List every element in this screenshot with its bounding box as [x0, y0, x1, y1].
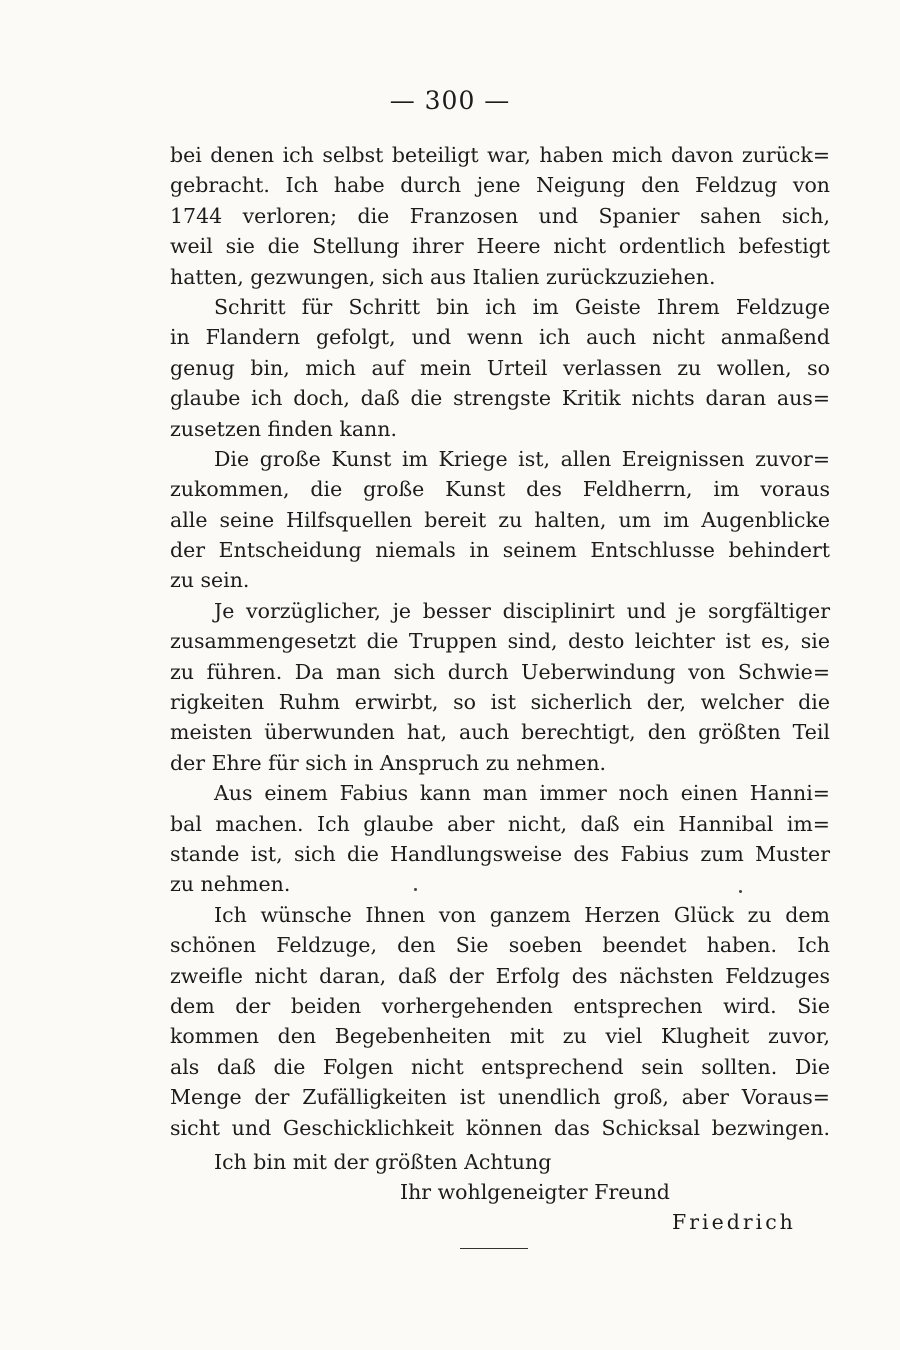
- text-line: Schritt für Schritt bin ich im Geiste Ihrem Feldzuge: [214, 294, 830, 319]
- text-line: glaube ich doch, daß die strengste Kritik nichts daran aus=: [170, 386, 830, 411]
- print-speck: [739, 890, 742, 893]
- text-line: zu sein.: [170, 568, 250, 593]
- text-line: bei denen ich selbst beteiligt war, haben mich davon zurück=: [170, 143, 830, 167]
- text-line: rigkeiten Ruhm erwirbt, so ist sicherlich der, welcher die: [170, 690, 830, 715]
- text-line: schönen Feldzuge, den Sie soeben beendet haben. Ich: [170, 933, 830, 958]
- text-line: stande ist, sich die Handlungsweise des Fabius zum Muster: [170, 841, 830, 866]
- text-line: der Entscheidung niemals in seinem Entschlusse behindert: [170, 538, 830, 563]
- text-line: alle seine Hilfsquellen bereit zu halten, um im Augenblicke: [170, 507, 830, 532]
- text-line: zusammengesetzt die Truppen sind, desto leichter ist es, sie: [170, 629, 830, 654]
- print-speck: [414, 888, 417, 891]
- page-number: — 300 —: [389, 86, 511, 115]
- paragraph-5: [170, 778, 830, 900]
- text-line: bal machen. Ich glaube aber nicht, daß ein Hannibal im=: [170, 811, 830, 836]
- text-line: kommen den Begebenheiten mit zu viel Klugheit zuvor,: [170, 1024, 830, 1049]
- text-line: Aus einem Fabius kann man immer noch einen Hanni=: [214, 781, 830, 806]
- paragraph-2: [170, 292, 830, 444]
- text-line: Menge der Zufälligkeiten ist unendlich groß, aber Voraus=: [170, 1085, 830, 1110]
- text-line: in Flandern gefolgt, und wenn ich auch nicht anmaßend: [170, 325, 830, 350]
- text-line: Die große Kunst im Kriege ist, allen Ereignissen zuvor=: [214, 446, 830, 471]
- closing-complimentary: Ihr wohlgeneigter Freund: [400, 1180, 670, 1204]
- letter-body: [170, 140, 830, 1143]
- text-line: 1744 verloren; die Franzosen und Spanier sahen sich,: [170, 203, 830, 228]
- text-line: weil sie die Stellung ihrer Heere nicht ordentlich befestigt: [170, 234, 830, 259]
- text-line: genug bin, mich auf mein Urteil verlassen zu wollen, so: [170, 355, 830, 380]
- text-line: zu nehmen.: [170, 872, 291, 897]
- closing-salutation: Ich bin mit der größten Achtung: [214, 1150, 552, 1174]
- text-line: zu führen. Da man sich durch Ueberwindung von Schwie=: [170, 659, 830, 684]
- text-line: meisten überwunden hat, auch berechtigt, den größten Teil: [170, 720, 830, 745]
- text-line: dem der beiden vorhergehenden entsprechen wird. Sie: [170, 993, 830, 1018]
- paragraph-1: [170, 140, 830, 292]
- signature: Friedrich: [672, 1210, 796, 1234]
- text-line: gebracht. Ich habe durch jene Neigung den Feldzug von: [170, 173, 830, 198]
- paragraph-4: [170, 596, 830, 778]
- text-line: Je vorzüglicher, je besser disciplinirt und je sorgfältiger: [214, 598, 830, 623]
- text-line: sicht und Geschicklichkeit können das Schicksal bezwingen.: [170, 1115, 830, 1140]
- paragraph-6: [170, 900, 830, 1143]
- text-line: der Ehre für sich in Anspruch zu nehmen.: [170, 750, 607, 775]
- end-rule-divider: [460, 1248, 528, 1249]
- text-line: zukommen, die große Kunst des Feldherrn, im voraus: [170, 477, 830, 502]
- paragraph-3: [170, 444, 830, 596]
- text-line: zweifle nicht daran, daß der Erfolg des nächsten Feldzuges: [170, 963, 830, 988]
- text-line: zusetzen finden kann.: [170, 416, 397, 441]
- text-line: hatten, gezwungen, sich aus Italien zurückzuziehen.: [170, 264, 716, 289]
- text-line: als daß die Folgen nicht entsprechend sein sollten. Die: [170, 1054, 830, 1079]
- text-line: Ich wünsche Ihnen von ganzem Herzen Glück zu dem: [214, 902, 830, 927]
